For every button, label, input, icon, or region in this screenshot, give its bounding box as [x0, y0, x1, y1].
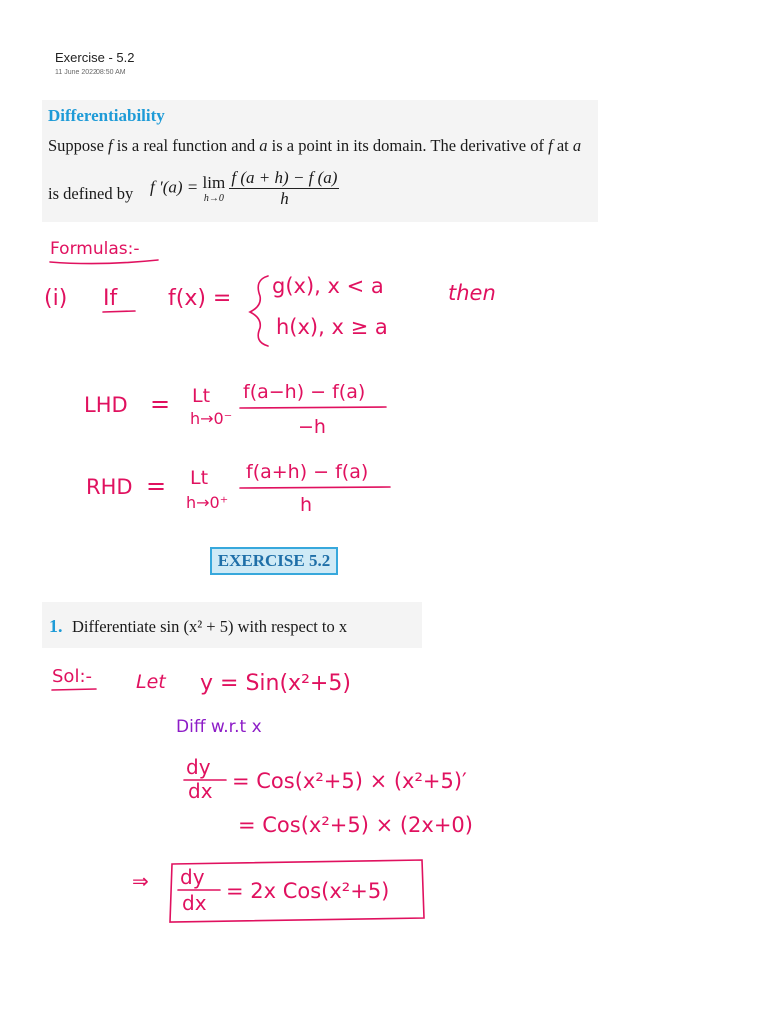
rhd-fraction-bar: [240, 487, 390, 488]
if-underline: [103, 311, 135, 312]
final-dx: dx: [182, 891, 207, 915]
formula-numerator: f (a + h) − f (a): [231, 168, 338, 187]
question-text: Differentiate sin (x² + 5) with respect to x: [72, 617, 348, 636]
rhd-denominator: h: [300, 494, 313, 516]
step-1: = Cos(x²+5) × (x²+5)′: [232, 769, 467, 793]
formula-lhs: f ′(a) =: [150, 177, 203, 197]
formula-lim: lim: [202, 172, 226, 192]
solution-label: Sol:-: [52, 666, 92, 687]
lhd-limit: h→0⁻: [190, 409, 233, 428]
definition-var-a: a: [572, 136, 582, 155]
lhd-fraction-bar: [240, 407, 386, 408]
definition-text: is a real function and: [112, 136, 260, 155]
definition-var-f: f: [108, 136, 113, 155]
step-2: = Cos(x²+5) × (2x+0): [238, 813, 473, 837]
rhd-equals: =: [146, 472, 167, 500]
fx-equals: f(x) =: [168, 286, 232, 311]
rhd-numerator: f(a+h) − f(a): [246, 461, 369, 483]
final-answer: = 2x Cos(x²+5): [226, 879, 390, 903]
case-1: g(x), x < a: [272, 274, 384, 298]
lhd-numerator: f(a−h) − f(a): [243, 381, 366, 403]
definition-text: at: [552, 136, 573, 155]
definition-text: Suppose: [48, 136, 109, 155]
lhd-label: LHD: [84, 393, 128, 417]
lhd-equals: =: [150, 390, 171, 418]
formula-denominator: h: [280, 189, 289, 208]
formula-lim-sub: h→0: [203, 192, 224, 204]
note-date: 11 June 2022: [55, 69, 97, 76]
final-dy: dy: [180, 865, 205, 889]
let-equation: y = Sin(x²+5): [200, 671, 351, 696]
rhd-label: RHD: [86, 475, 133, 499]
implies-arrow: ⇒: [132, 869, 149, 893]
let-word: Let: [136, 671, 166, 693]
definition-var-a: a: [259, 136, 268, 155]
question-number: 1.: [49, 616, 63, 636]
rhd-limit: h→0⁺: [186, 493, 229, 512]
definition-var-f: f: [548, 136, 553, 155]
definition-text: is a point in its domain. The derivative of: [267, 136, 549, 155]
item-label: (i): [44, 286, 68, 311]
note-time: 08:50 AM: [96, 69, 126, 76]
then-word: then: [448, 281, 496, 305]
diff-note: Diff w.r.t x: [176, 717, 262, 737]
rhd-lt: Lt: [190, 467, 209, 489]
lhd-lt: Lt: [192, 385, 211, 407]
case-2: h(x), x ≥ a: [276, 315, 388, 339]
exercise-banner: EXERCISE 5.2: [217, 551, 331, 570]
dy-text: dy: [186, 755, 211, 779]
definition-heading: Differentiability: [48, 106, 165, 125]
definition-line-2: is defined by: [48, 184, 134, 203]
note-title: Exercise - 5.2: [55, 50, 135, 65]
if-word: If: [103, 286, 118, 311]
formulas-underline: [50, 260, 158, 264]
solution-underline: [52, 689, 96, 690]
dx-text: dx: [188, 779, 213, 803]
formulas-heading: Formulas:-: [50, 239, 140, 259]
piecewise-brace: [250, 276, 268, 346]
lhd-denominator: −h: [298, 416, 326, 438]
